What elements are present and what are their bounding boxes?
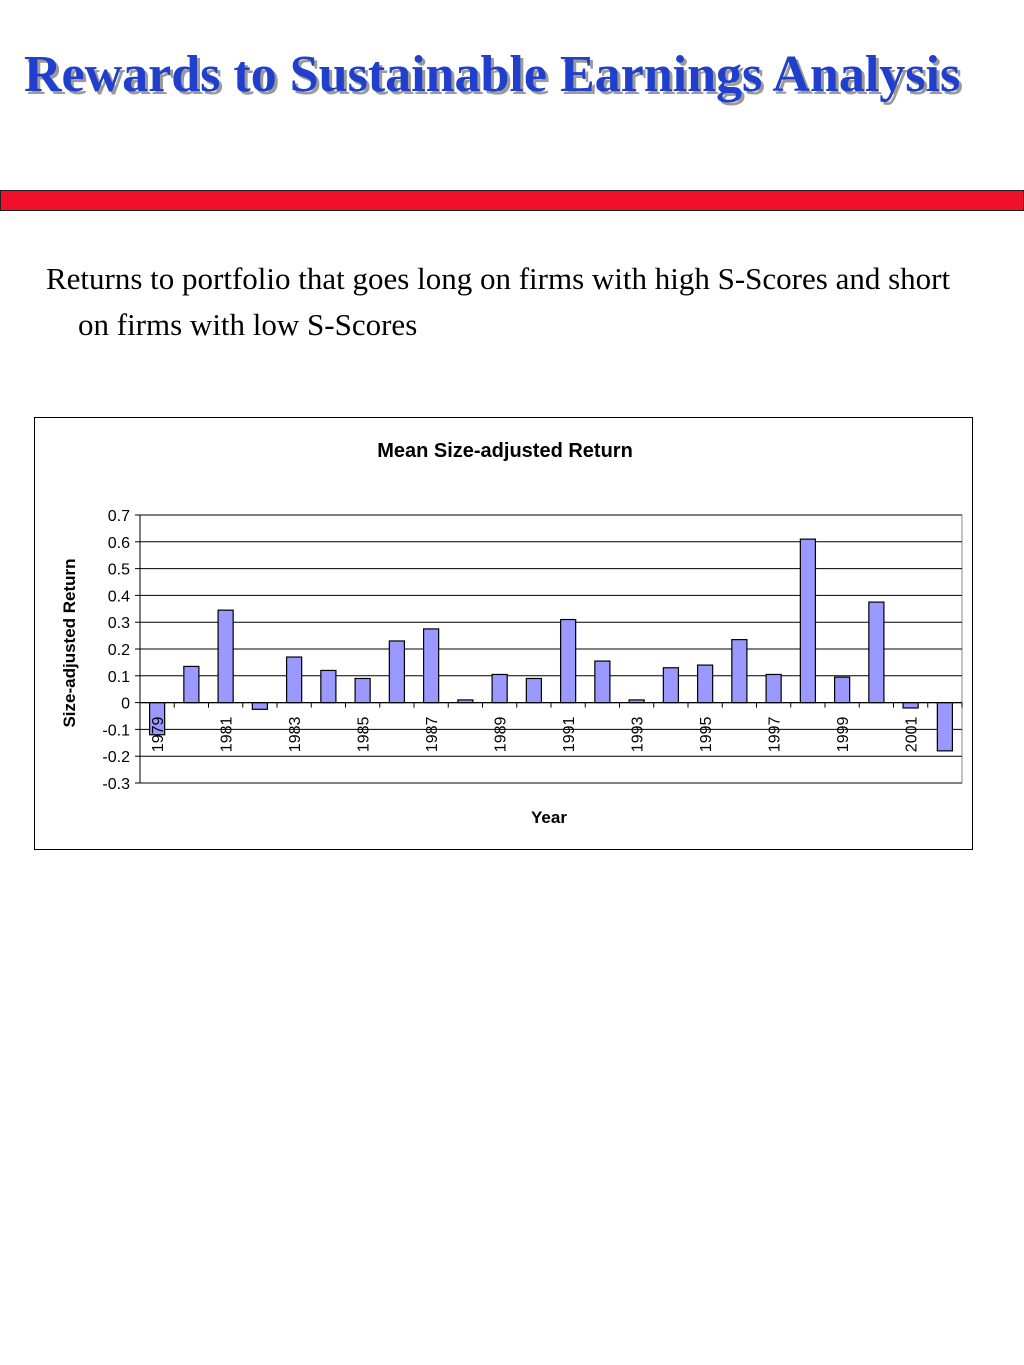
bar [561, 620, 576, 703]
bar [835, 677, 850, 702]
y-tick-label: 0.5 [107, 561, 130, 579]
slide-title: Rewards to Sustainable Earnings Analysis [24, 46, 961, 103]
y-tick-label: 0 [121, 695, 130, 713]
x-tick-label: 1987 [424, 716, 442, 753]
x-tick-label: 1993 [629, 716, 647, 753]
y-tick-label: -0.1 [102, 722, 130, 740]
bar [492, 674, 507, 702]
y-tick-label: 0.1 [107, 668, 130, 686]
bar [937, 703, 952, 751]
x-tick-label: 1989 [492, 716, 510, 753]
bar [184, 666, 199, 702]
bar [287, 657, 302, 703]
bullet-text: Returns to portfolio that goes long on firms with high S-Scores and short on firms with low S-Scores [46, 261, 951, 342]
x-tick-label: 1981 [218, 716, 236, 753]
bar [355, 678, 370, 702]
y-tick-label: 0.7 [107, 508, 130, 525]
bar [903, 703, 918, 708]
bar [800, 539, 815, 702]
y-tick-label: -0.3 [102, 776, 130, 793]
x-tick-label: 1991 [561, 716, 579, 753]
x-tick-label: 1997 [766, 716, 784, 753]
bar-chart [35, 418, 972, 849]
y-tick-label: -0.2 [102, 749, 130, 767]
y-axis-label: Size-adjusted Return [60, 558, 79, 728]
bar [663, 668, 678, 703]
y-tick-label: 0.3 [107, 615, 130, 633]
x-tick-label: 1983 [287, 716, 305, 753]
bar [526, 678, 541, 702]
y-tick-label: 0.4 [107, 588, 130, 606]
bar [218, 610, 233, 702]
x-tick-label: 2001 [903, 716, 921, 753]
bar [732, 640, 747, 703]
x-tick-label: 1979 [150, 716, 168, 753]
x-tick-label: 1995 [698, 716, 716, 753]
y-tick-label: 0.6 [107, 534, 130, 552]
bar [389, 641, 404, 703]
bar [698, 665, 713, 703]
bar [766, 674, 781, 702]
bar [869, 602, 884, 703]
title-divider [0, 190, 1024, 211]
x-axis-label: Year [531, 808, 567, 827]
y-tick-label: 0.2 [107, 642, 130, 659]
bar [321, 670, 336, 702]
x-tick-label: 1999 [835, 716, 853, 753]
x-tick-label: 1985 [355, 716, 373, 753]
bar [595, 661, 610, 703]
chart-container [34, 417, 973, 850]
bar [424, 629, 439, 703]
bar [252, 703, 267, 710]
chart-title: Mean Size-adjusted Return [377, 440, 633, 462]
